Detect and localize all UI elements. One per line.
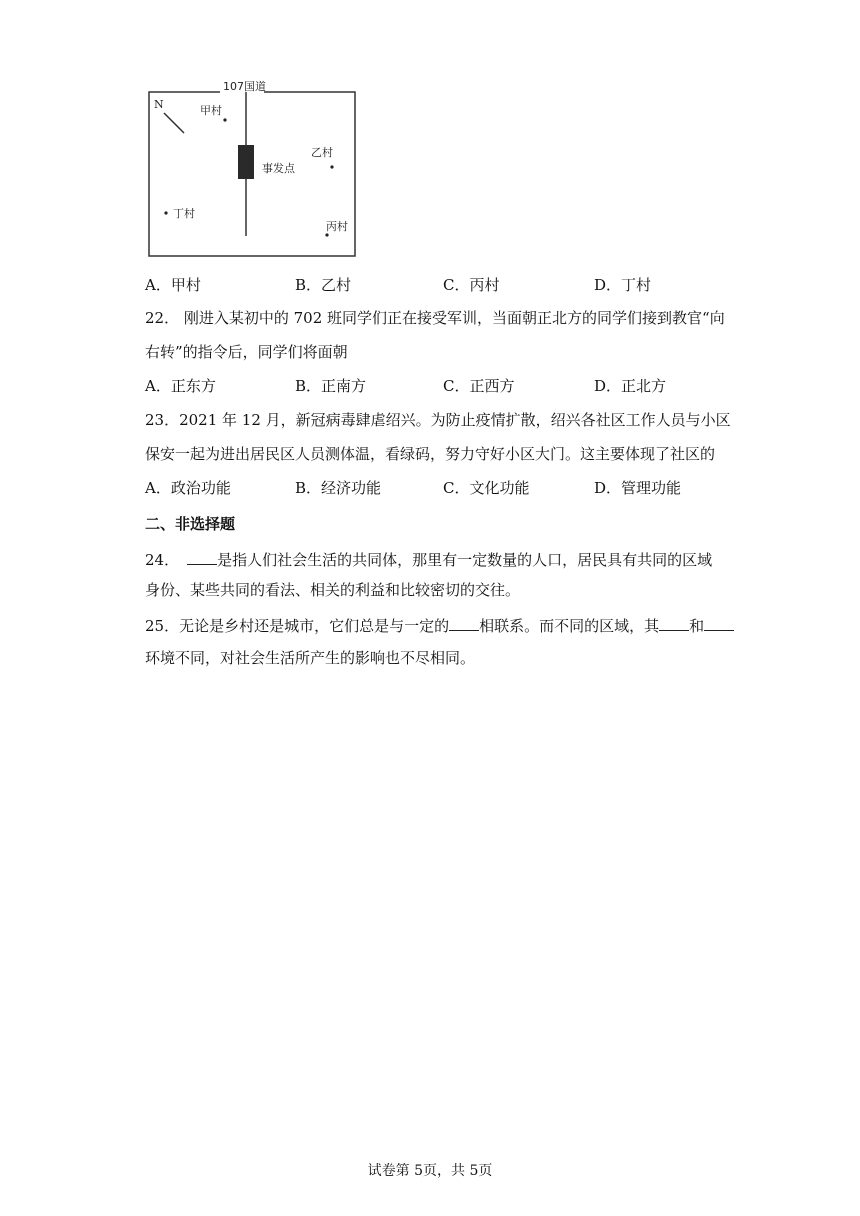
ding-village-dot bbox=[164, 211, 167, 214]
q24-text: 是指人们社会生活的共同体，那里有一定数量的人口，居民具有共同的区域 bbox=[217, 551, 713, 569]
q21-option-c[interactable]: C．丙村 bbox=[443, 276, 500, 294]
q23-option-b[interactable]: B．经济功能 bbox=[295, 479, 382, 497]
village-label-bing: 丙村 bbox=[326, 220, 348, 233]
incident-marker bbox=[238, 145, 254, 179]
q23-option-d[interactable]: D．管理功能 bbox=[594, 479, 682, 497]
yi-village-dot bbox=[330, 165, 333, 168]
road-label: 107国道 bbox=[223, 80, 266, 93]
q24-line-2: 身份、某些共同的看法、相关的利益和比较密切的交往。 bbox=[145, 581, 521, 599]
q21-option-a[interactable]: A．甲村 bbox=[145, 276, 201, 294]
q25-answer-blank-2[interactable] bbox=[659, 614, 689, 631]
village-label-jia: 甲村 bbox=[200, 104, 222, 117]
q23-option-c[interactable]: C．文化功能 bbox=[443, 479, 530, 497]
q25-answer-blank-3[interactable] bbox=[704, 614, 734, 631]
section-title-non-choice: 二、非选择题 bbox=[145, 515, 236, 533]
q21-option-d[interactable]: D．丁村 bbox=[594, 276, 652, 294]
village-label-ding: 丁村 bbox=[173, 207, 195, 220]
q21-option-b[interactable]: B．乙村 bbox=[295, 276, 352, 294]
q22-option-b[interactable]: B．正南方 bbox=[295, 377, 367, 395]
q22-option-d[interactable]: D．正北方 bbox=[594, 377, 667, 395]
q24-number: 24． bbox=[145, 551, 180, 569]
q22-option-a[interactable]: A．正东方 bbox=[145, 377, 216, 395]
q24-answer-blank[interactable] bbox=[187, 548, 217, 565]
q25-line-2: 环境不同，对社会生活所产生的影响也不尽相同。 bbox=[145, 649, 476, 667]
q25-line-1: 25．无论是乡村还是城市，它们总是与一定的 相联系。而不同的区域，其 和 bbox=[145, 614, 734, 636]
q25-answer-blank-1[interactable] bbox=[449, 614, 479, 631]
q24-line-1 bbox=[145, 548, 712, 570]
incident-label: 事发点 bbox=[262, 162, 295, 175]
page-footer: 试卷第 5页，共 5页 bbox=[367, 1163, 493, 1179]
q23-line-2: 保安一起为进出居民区人员测体温，看绿码，努力守好小区大门。这主要体现了社区的 bbox=[145, 445, 716, 463]
village-label-yi: 乙村 bbox=[311, 146, 333, 159]
q22-line-2: 右转”的指令后，同学们将面朝 bbox=[145, 343, 348, 361]
q22-option-c[interactable]: C．正西方 bbox=[443, 377, 515, 395]
direction-map-figure bbox=[146, 78, 358, 260]
q23-line-1: 23．2021 年 12 月，新冠病毒肆虐绍兴。为防止疫情扩散，绍兴各社区工作人员与小区 bbox=[145, 411, 731, 429]
north-label: N bbox=[154, 98, 164, 111]
jia-village-dot bbox=[223, 118, 226, 121]
q22-line-1: 22． 刚进入某初中的 702 班同学们正在接受军训，当面朝正北方的同学们接到教官“向 bbox=[145, 309, 725, 327]
q23-option-a[interactable]: A．政治功能 bbox=[145, 479, 231, 497]
